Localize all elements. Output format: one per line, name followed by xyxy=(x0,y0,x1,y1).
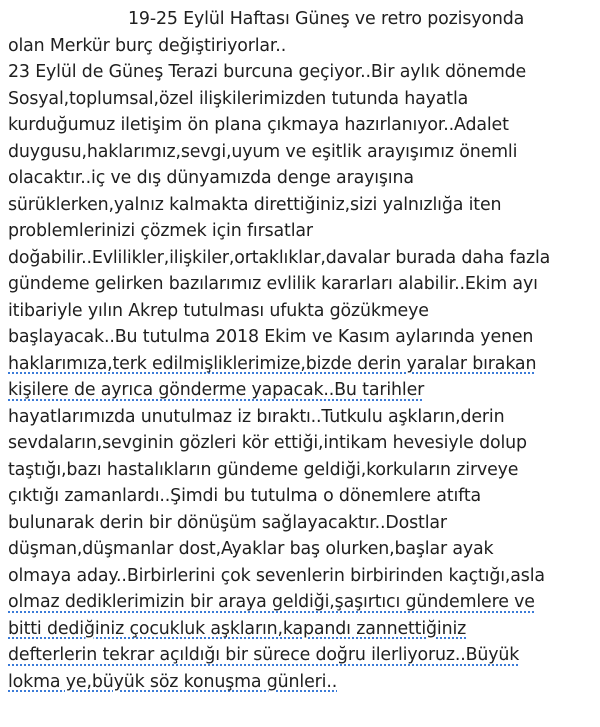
text-line: itibariyle yılın Akrep tutulması ufukta gözükmeye xyxy=(8,300,429,321)
linked-text-line[interactable]: olmaz dediklerimizin bir araya geldiği,şaşırtıcı gündemlere ve xyxy=(8,592,535,612)
text-line: düşman,düşmanlar dost,Ayaklar baş olurken,başlar ayak xyxy=(8,539,494,559)
linked-text-line[interactable]: haklarımıza,terk edilmişliklerimize,bizde derin yaralar bırakan xyxy=(8,353,537,374)
text-line: hayatlarımızda unutulmaz iz bıraktı..Tutkulu aşkların,derin xyxy=(8,406,505,427)
text-line: çıktığı zamanlardı..Şimdi bu tutulma o dönemlere atıfta xyxy=(8,486,481,506)
linked-text-line[interactable]: bitti dediğiniz çocukluk aşkların,kapandı zannettiğiniz xyxy=(8,618,467,639)
text-line: sevdaların,sevginin gözleri kör ettiği,intikam hevesiyle dolup xyxy=(8,433,527,453)
document-body xyxy=(8,6,596,695)
text-line: bulunarak derin bir dönüşüm sağlayacaktır..Dostlar xyxy=(8,512,447,533)
text-line: duygusu,haklarımız,sevgi,uyum ve eşitlik arayışımız önemli xyxy=(8,141,518,162)
text-line: problemlerinizi çözmek için fırsatlar xyxy=(8,221,313,241)
text-line: gündeme gelirken bazılarımız evlilik kararları alabilir..Ekim ayı xyxy=(8,274,538,294)
text-line: kurduğumuz iletişim ön plana çıkmaya hazırlanıyor..Adalet xyxy=(8,115,509,135)
text-line: olacaktır..iç ve dış dünyamızda denge arayışına xyxy=(8,168,414,188)
text-line: 19-25 Eylül Haftası Güneş ve retro pozisyonda xyxy=(128,9,525,29)
text-line: taştığı,bazı hastalıkların gündeme geldiği,korkuların zirveye xyxy=(8,459,519,480)
text-line: sürüklerken,yalnız kalmakta direttiğiniz,sizi yalnızlığa iten xyxy=(8,194,502,215)
text-line: başlayacak..Bu tutulma 2018 Ekim ve Kasım aylarında yenen xyxy=(8,327,534,347)
text-line: Sosyal,toplumsal,özel ilişkilerimizden tutunda hayatla xyxy=(8,88,469,109)
linked-text-line[interactable]: defterlerin tekrar açıldığı bir sürece doğru ilerliyoruz..Büyük xyxy=(8,645,520,665)
linked-text-line[interactable]: kişilere de ayrıca gönderme yapacak..Bu tarihler xyxy=(8,380,425,400)
text-line: olan Merkür burç değiştiriyorlar.. xyxy=(8,35,287,56)
text-line: 23 Eylül de Güneş Terazi burcuna geçiyor..Bir aylık dönemde xyxy=(8,62,527,82)
text-line: olmaya aday..Birbirlerini çok sevenlerin birbirinden kaçtığı,asla xyxy=(8,565,545,586)
text-line: doğabilir..Evlilikler,ilişkiler,ortaklıklar,davalar burada daha fazla xyxy=(8,247,551,268)
linked-text-line[interactable]: lokma ye,büyük söz konuşma günleri.. xyxy=(8,671,338,692)
